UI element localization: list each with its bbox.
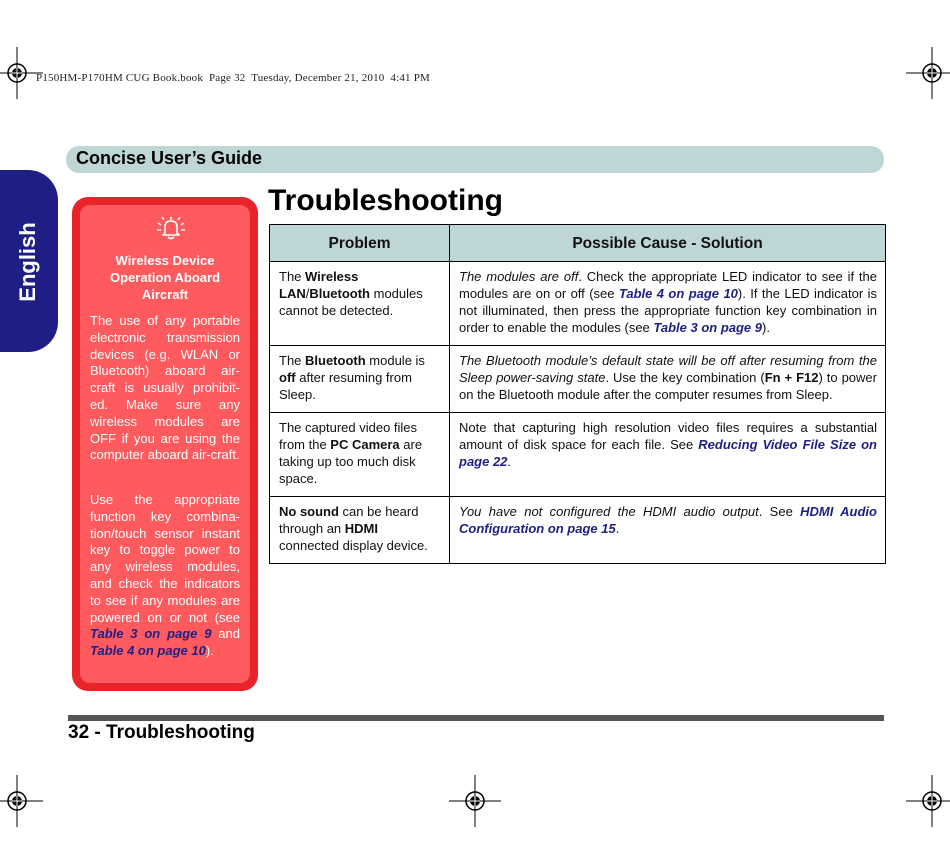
- guide-title: Concise User’s Guide: [76, 148, 263, 168]
- column-header-problem: Problem: [270, 225, 450, 262]
- cell-text: . Use the key combination (: [605, 370, 765, 385]
- cell-text: . Check the appropriate LED indicator to see if the modules are on or off (see: [459, 269, 877, 301]
- note-text: Use the appropriate function key combina-tion/touch sensor instant key to toggle power to any wireless modules, and check the indicators to see if any modules are powered on or not (see: [90, 492, 240, 625]
- sidebar-note-heading: Wireless Device Operation Aboard Aircraft: [109, 253, 221, 302]
- cell-text: ) to power on the Bluetooth module after the computer resumes from Sleep.: [459, 370, 877, 402]
- language-tab: [0, 170, 58, 352]
- problem-cell: [270, 497, 450, 564]
- table-4-link[interactable]: Table 4 on page 10: [618, 286, 738, 301]
- footer-rule: [68, 715, 884, 721]
- hdmi-audio-configuration-link[interactable]: HDMI Audio Configuration on page 15: [459, 504, 877, 536]
- table-row: [270, 413, 886, 497]
- cell-text: modules cannot be detected.: [279, 286, 423, 318]
- sidebar-note-body: [80, 205, 250, 683]
- table-header-row: [270, 225, 886, 262]
- guide-title-bar: [66, 146, 884, 173]
- problem-cell: [270, 262, 450, 346]
- table-row: [270, 262, 886, 346]
- cell-text: module is: [365, 353, 425, 368]
- solution-cell: [450, 346, 886, 413]
- cell-text: are taking up too much disk space.: [279, 437, 423, 486]
- table-3-link[interactable]: Table 3 on page 9: [90, 626, 212, 642]
- language-tab-label: English: [15, 222, 40, 302]
- cell-text: can be heard through an: [279, 504, 419, 536]
- cell-text: The captured video files from the: [279, 420, 418, 452]
- table-4-link[interactable]: Table 4 on page 10: [90, 643, 206, 659]
- cell-text: .: [507, 454, 512, 469]
- cell-text: PC Camera: [330, 437, 400, 452]
- registration-mark-icon: [906, 775, 950, 827]
- cell-text: You have not configured the HDMI audio output: [459, 504, 759, 519]
- table-3-link[interactable]: Table 3 on page 9: [653, 320, 763, 335]
- note-text: and: [211, 626, 240, 642]
- column-header-solution: Possible Cause - Solution: [450, 225, 886, 262]
- page-footer: 32 - Troubleshooting: [68, 722, 255, 743]
- cell-text: . See: [758, 504, 801, 519]
- table-row: [270, 497, 886, 564]
- reducing-video-file-size-link[interactable]: Reducing Video File Size on page 22: [459, 437, 877, 469]
- solution-cell: [450, 413, 886, 497]
- cell-text: ). If the LED indicator is not illuminated, then press the appropriate function key combination in order to enable the modules (see: [459, 286, 877, 335]
- key-combination: Fn + F12: [764, 370, 819, 385]
- sidebar-note-paragraph: [90, 492, 240, 660]
- cell-text: The Bluetooth module’s default state will be off after resuming from the Sleep power-saving state: [459, 353, 877, 385]
- cell-text: HDMI: [344, 521, 378, 536]
- wireless-warning-icon: [154, 213, 188, 241]
- cell-text: Wireless LAN: [279, 269, 359, 301]
- cell-text: No sound: [279, 504, 339, 519]
- troubleshooting-table: [269, 224, 886, 564]
- page-title: Troubleshooting: [268, 184, 503, 217]
- file-header: P150HM-P170HM CUG Book.book Page 32 Tuesday, December 21, 2010 4:41 PM: [36, 72, 431, 84]
- solution-cell: [450, 262, 886, 346]
- registration-mark-icon: [0, 775, 43, 827]
- solution-cell: [450, 497, 886, 564]
- cell-text: The: [279, 269, 306, 284]
- problem-cell: [270, 413, 450, 497]
- cell-text: /: [305, 286, 310, 301]
- problem-cell: [270, 346, 450, 413]
- cell-text: Bluetooth: [305, 353, 366, 368]
- note-text: ).: [205, 643, 214, 659]
- cell-text: off: [279, 370, 296, 385]
- sidebar-note: [72, 197, 258, 691]
- cell-text: The: [279, 353, 306, 368]
- cell-text: after resuming from Sleep.: [279, 370, 412, 402]
- cell-text: connected display device.: [279, 538, 428, 553]
- cell-text: .: [615, 521, 620, 536]
- cell-text: The modules are off: [459, 269, 579, 284]
- cell-text: Note that capturing high resolution video files requires a substantial amount of disk space for each file. See: [459, 420, 877, 452]
- cell-text: Bluetooth: [309, 286, 370, 301]
- sidebar-note-paragraph: The use of any portable electronic transmission devices (e.g. WLAN or Bluetooth) aboard air-craft is usually prohibit-ed. Make sure any wireless modules are OFF if you are using the computer aboard air-craft.: [90, 313, 240, 463]
- registration-mark-icon: [906, 47, 950, 99]
- cell-text: ).: [762, 320, 770, 335]
- registration-mark-icon: [449, 775, 501, 827]
- table-row: [270, 346, 886, 413]
- registration-mark-icon: [0, 47, 43, 99]
